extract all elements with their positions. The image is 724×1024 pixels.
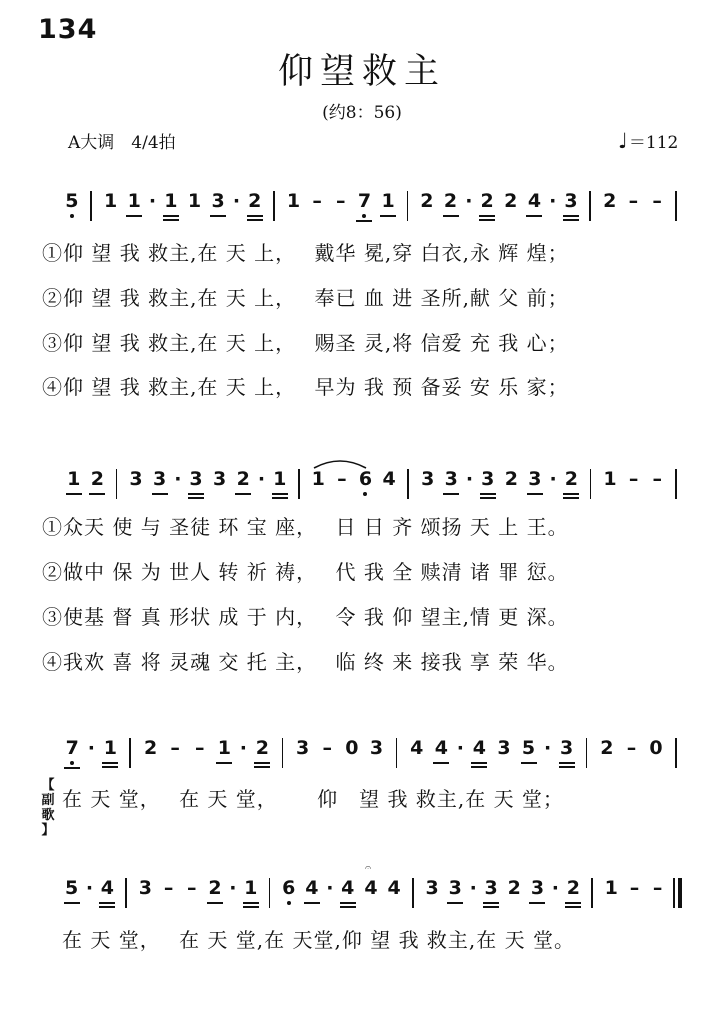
note: 2 (560, 467, 582, 491)
barline (282, 738, 284, 768)
tempo-value: ＝112 (628, 133, 679, 153)
note: 2 (440, 189, 462, 213)
barline (590, 469, 592, 499)
chorus-lyric-line: 在 天 堂， 在 天 堂,在 天堂,仰 望 我 救主,在 天 堂。 (62, 928, 576, 952)
lyric-line: ①众天 使 与 圣徒 环 宝 座， 日 日 齐 颂扬 天 上 王。 (42, 515, 569, 539)
note: 2 (143, 737, 158, 759)
note: 3 (207, 189, 229, 213)
eighth-underline (243, 902, 259, 904)
eighth-underline (64, 902, 80, 904)
augmentation-dot: · (232, 190, 241, 212)
dash-sustain: – (652, 877, 663, 899)
sixteenth-underline (563, 497, 579, 499)
note: 3 (369, 737, 384, 759)
note: 3 (185, 467, 207, 491)
barline (589, 191, 591, 221)
barline (412, 878, 414, 908)
note: 5 (61, 189, 83, 213)
note: 4 (301, 876, 323, 900)
sixteenth-underline (479, 219, 495, 221)
lyric-line: ③仰 望 我 救主,在 天 上， 赐圣 灵,将 信爱 充 我 心； (42, 331, 569, 355)
tie-arc (310, 456, 370, 470)
note: 2 (476, 189, 498, 213)
dash-sustain: – (195, 737, 205, 759)
chorus-label (36, 778, 60, 838)
eighth-underline (66, 493, 82, 495)
barline (591, 878, 593, 908)
tempo-marking (618, 128, 678, 153)
note: 4 (382, 468, 396, 490)
dash-sustain: – (336, 190, 346, 212)
eighth-underline (340, 902, 356, 904)
note: 3 (138, 877, 152, 899)
augmentation-dot: · (326, 877, 334, 899)
note: 3 (421, 468, 435, 490)
sixteenth-underline (243, 906, 259, 908)
dash-sustain: – (628, 190, 639, 212)
note: 3 (425, 877, 439, 899)
sixteenth-underline (480, 497, 496, 499)
barline (269, 878, 271, 908)
eighth-underline (443, 493, 459, 495)
augmentation-dot: · (465, 468, 474, 490)
low-octave-dot (287, 901, 291, 905)
quarter-note-icon: ♩ (618, 129, 628, 153)
sixteenth-underline (483, 906, 499, 908)
barline (396, 738, 398, 768)
sixteenth-underline (99, 906, 115, 908)
chorus-label-char: 【 (41, 778, 55, 793)
dash-sustain: – (163, 877, 174, 899)
dash-sustain: – (652, 468, 662, 490)
note: 1 (603, 468, 617, 490)
eighth-underline (529, 902, 545, 904)
eighth-underline (565, 902, 581, 904)
eighth-underline (480, 493, 496, 495)
eighth-underline (64, 767, 80, 769)
augmentation-dot: · (465, 190, 473, 212)
dash-sustain: – (652, 190, 662, 212)
barline (675, 738, 677, 768)
note: 2 (420, 190, 434, 212)
eighth-underline (559, 762, 575, 764)
eighth-underline (102, 762, 118, 764)
note: 0 (345, 737, 359, 759)
eighth-underline (163, 215, 179, 217)
dash-sustain: – (170, 737, 180, 759)
note: 4 (430, 736, 452, 760)
note: 0 (649, 737, 663, 759)
note: 3 (440, 467, 462, 491)
note: 2 (86, 467, 108, 491)
eighth-underline (443, 215, 459, 217)
note: 4 (387, 877, 401, 899)
eighth-underline (563, 493, 579, 495)
augmentation-dot: · (148, 190, 157, 212)
note: 1 (311, 468, 325, 490)
sixteenth-underline (563, 219, 579, 221)
note: 2 (204, 876, 226, 900)
sixteenth-underline (471, 766, 487, 768)
augmentation-dot: · (257, 468, 266, 490)
note: 3 (497, 737, 511, 759)
note: 2 (603, 190, 617, 212)
eighth-underline (356, 220, 372, 222)
augmentation-dot: · (85, 877, 94, 899)
note: 3 (556, 736, 578, 760)
eighth-underline (207, 902, 223, 904)
note: 1 (160, 189, 182, 213)
note: 1 (286, 190, 301, 212)
final-barline (673, 878, 675, 908)
barline (298, 469, 300, 499)
augmentation-dot: · (469, 877, 477, 899)
note: 4 (96, 876, 118, 900)
lyric-line: ①仰 望 我 救主,在 天 上， 戴华 冕,穿 白衣,永 辉 煌； (42, 241, 569, 265)
augmentation-dot: · (239, 737, 247, 759)
barline (125, 878, 127, 908)
note: 5 (61, 876, 83, 900)
sixteenth-underline (247, 219, 263, 221)
augmentation-dot: · (174, 468, 182, 490)
low-octave-dot (363, 492, 367, 496)
barline (586, 738, 588, 768)
note: 2 (232, 467, 254, 491)
chorus-label-char: 】 (41, 823, 55, 838)
note: 3 (296, 737, 310, 759)
augmentation-dot: · (87, 737, 95, 759)
note: 4 (337, 876, 359, 900)
lyric-line: ②做中 保 为 世人 转 祈 祷， 代 我 全 赎清 诸 罪 愆。 (42, 560, 569, 584)
eighth-underline (216, 762, 232, 764)
final-barline-thick (678, 878, 682, 908)
note: 3 (560, 189, 582, 213)
barline (116, 469, 118, 499)
dash-sustain: – (187, 877, 197, 899)
note: 2 (600, 737, 614, 759)
notation-row-4 (0, 861, 724, 920)
eighth-underline (479, 215, 495, 217)
note: 7 (353, 189, 375, 213)
eighth-underline (380, 215, 396, 217)
sixteenth-underline (254, 766, 270, 768)
eighth-underline (247, 215, 263, 217)
note: 1 (187, 190, 202, 212)
note: 2 (504, 190, 518, 212)
note: 1 (604, 877, 618, 899)
hymn-number: 134 (38, 14, 98, 45)
augmentation-dot: · (456, 737, 464, 759)
note: 1 (377, 189, 399, 213)
eighth-underline (304, 902, 320, 904)
sixteenth-underline (188, 497, 204, 499)
chorus-label-char: 歌 (41, 808, 55, 823)
sixteenth-underline (340, 906, 356, 908)
barline (675, 469, 677, 499)
note: 6 (354, 467, 376, 491)
note: 2 (562, 876, 584, 900)
eighth-underline (433, 762, 449, 764)
dash-sustain: – (312, 190, 322, 212)
note: 3 (149, 467, 171, 491)
note: 3 (129, 468, 143, 490)
eighth-underline (527, 493, 543, 495)
dash-sustain: – (629, 877, 640, 899)
sixteenth-underline (272, 497, 288, 499)
augmentation-dot: · (549, 468, 557, 490)
note: 2 (244, 189, 266, 213)
eighth-underline (126, 215, 142, 217)
dash-sustain: – (337, 468, 347, 490)
eighth-underline (210, 215, 226, 217)
lyric-line: ④仰 望 我 救主,在 天 上， 早为 我 预 备妥 安 乐 家； (42, 375, 569, 399)
dash-sustain: – (322, 737, 333, 759)
scripture-reference: (约8：56) (322, 103, 402, 123)
eighth-underline (235, 493, 251, 495)
low-octave-dot (362, 214, 366, 218)
eighth-underline (89, 493, 105, 495)
note: 1 (99, 736, 121, 760)
note: 4 (523, 189, 545, 213)
barline (407, 469, 409, 499)
barline (90, 191, 92, 221)
note: 2 (251, 736, 273, 760)
barline (129, 738, 131, 768)
key-and-meter: A大调 4/4拍 (68, 133, 176, 153)
note: 1 (123, 189, 145, 213)
eighth-underline (254, 762, 270, 764)
dash-sustain: – (626, 737, 637, 759)
barline (675, 191, 677, 221)
augmentation-dot: · (229, 877, 237, 899)
notation-row-1 (0, 189, 724, 233)
note: 3 (213, 468, 227, 490)
barline (407, 191, 409, 221)
lyric-line: ④我欢 喜 将 灵魂 交 托 主， 临 终 来 接我 享 荣 华。 (42, 650, 569, 674)
notation-row-3 (0, 736, 724, 780)
eighth-underline (99, 902, 115, 904)
note: 1 (269, 467, 291, 491)
eighth-underline (471, 762, 487, 764)
lyric-line: ③使基 督 真 形状 成 于 内， 令 我 仰 望主,情 更 深。 (42, 605, 569, 629)
augmentation-dot: · (543, 737, 552, 759)
hymn-title: 仰望救主 (277, 52, 446, 92)
note: 6 (278, 876, 300, 900)
eighth-underline (447, 902, 463, 904)
note: 5 (518, 736, 540, 760)
eighth-underline (521, 762, 537, 764)
sixteenth-underline (565, 906, 581, 908)
note: 1 (213, 736, 235, 760)
eighth-underline (526, 215, 542, 217)
note: 7 (61, 736, 83, 760)
notation-row-2 (0, 467, 724, 511)
sixteenth-underline (102, 766, 118, 768)
note: 3 (480, 876, 502, 900)
note: 1 (103, 190, 118, 212)
note: 1 (240, 876, 262, 900)
barline (273, 191, 275, 221)
sixteenth-underline (163, 219, 179, 221)
eighth-underline (272, 493, 288, 495)
low-octave-dot (70, 761, 74, 765)
note: 3 (444, 876, 466, 900)
note: 2 (504, 468, 518, 490)
eighth-underline (563, 215, 579, 217)
fermata-icon: 𝄐 (364, 861, 372, 874)
note: 1 (63, 467, 85, 491)
sixteenth-underline (559, 766, 575, 768)
augmentation-dot: · (551, 877, 559, 899)
low-octave-dot (70, 214, 74, 218)
eighth-underline (188, 493, 204, 495)
chorus-label-char: 副 (41, 793, 55, 808)
note: 4 𝄐 (364, 861, 378, 899)
eighth-underline (483, 902, 499, 904)
dash-sustain: – (628, 468, 639, 490)
lyric-line: ②仰 望 我 救主,在 天 上， 奉已 血 进 圣所,献 父 前； (42, 286, 569, 310)
note: 3 (477, 467, 499, 491)
note: 4 (468, 736, 490, 760)
chorus-lyric-line: 在 天 堂， 在 天 堂， 仰 望 我 救主,在 天 堂； (62, 787, 564, 811)
note: 3 (524, 467, 546, 491)
eighth-underline (152, 493, 168, 495)
note: 2 (507, 877, 521, 899)
note: 3 (526, 876, 548, 900)
note: 4 (410, 737, 424, 759)
augmentation-dot: · (549, 190, 557, 212)
